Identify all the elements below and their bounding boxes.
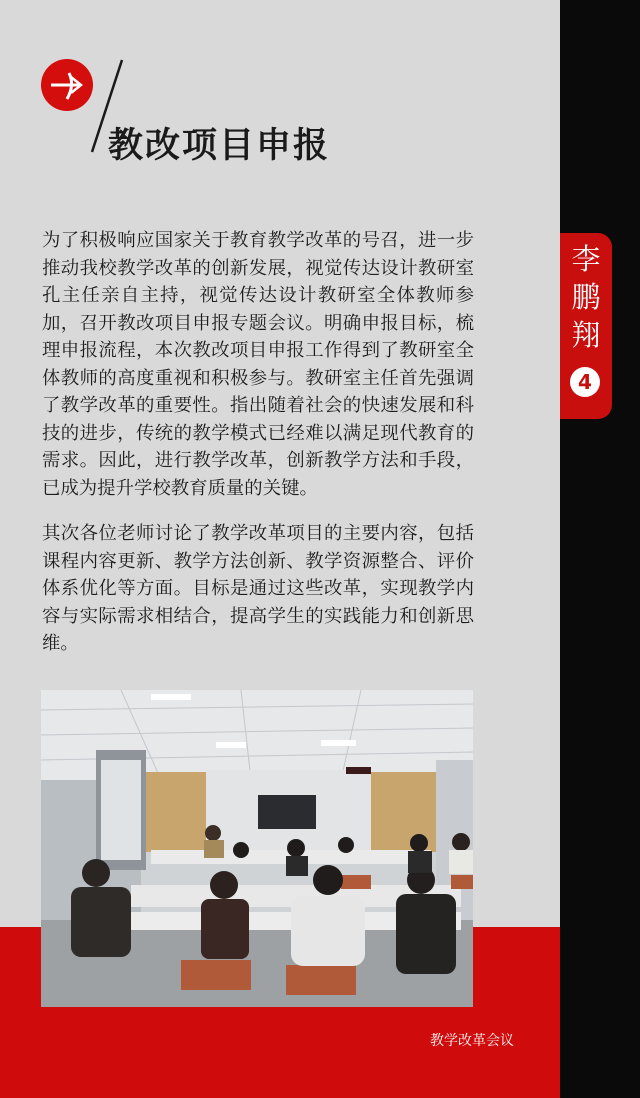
author-name-char: 翔	[571, 318, 601, 352]
page-title: 教改项目申报	[108, 126, 331, 166]
photo-caption: 教学改革会议	[430, 1033, 514, 1049]
meeting-photo	[41, 690, 473, 1007]
author-name	[560, 240, 612, 354]
body-paragraph-1: 为了积极响应国家关于教育教学改革的号召，进一步推动我校教学改革的创新发展，视觉传达设计教研室孔主任亲自主持，视觉传达设计教研室全体教师参加，召开教改项目申报专题会议。明确申报目标，梳理申报流程，本次教改项目申报工作得到了教研室全体教师的高度重视和积极参与。教研室主任首先强调了教学改革的重要性。指出随着社会的快速发展和科技的进步，传统的教学模式已经难以满足现代教育的需求。因此，进行教学改革，创新教学方法和手段，已成为提升学校教育质量的关键。	[42, 230, 474, 499]
page-number-badge: 4	[570, 367, 600, 397]
side-black-stripe	[560, 0, 640, 1098]
author-name-char: 鹏	[571, 280, 601, 314]
body-paragraph-2: 其次各位老师讨论了教学改革项目的主要内容，包括课程内容更新、教学方法创新、教学资源整合、评价体系优化等方面。目标是通过这些改革，实现教学内容与实际需求相结合，提高学生的实践能力和创新思维。	[42, 523, 474, 654]
author-name-char: 李	[571, 242, 601, 276]
